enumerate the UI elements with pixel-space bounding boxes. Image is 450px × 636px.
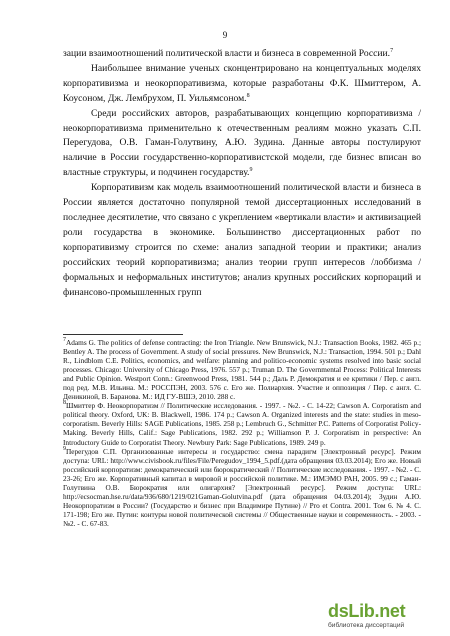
dslib-logo[interactable]: dsLib.net — [328, 601, 406, 621]
footnote-number: 7 — [63, 337, 66, 343]
footnote-8 — [63, 401, 421, 446]
footnote-text: Шмиттер Ф. Неокорпоратизм // Политические исследования. - 1997. - №2. - С. 14-22; Cawson A. Corporatism and political theory. Oxford, UK: B. Blackwell, 1986. 174 p.; Cawson A. Organized interests and the state: studies in meso-corporatism. Beverly Hills: SAGE Publications, 1985. 258 p.; Lembruch G., Schmitter P.C. Patterns of Corporatist Policy-Making. Beverly Hills, Calif.: Sage Publications, 1982. 292 p.; Williamson P. J. Corporatism in perspective: An Introductory Guide to Corporatist Theory. Newbury Park: Sage Publications, 1989. 249 p. — [63, 401, 421, 447]
footnote-7 — [63, 338, 421, 401]
paragraph-4 — [63, 181, 421, 300]
main-text — [63, 47, 421, 300]
dslib-subtitle: библиотека диссертаций — [328, 622, 405, 629]
paragraph-2 — [63, 62, 421, 107]
footnote-ref: 7 — [390, 48, 394, 54]
footnote-ref: 8 — [246, 92, 250, 99]
footnote-text: Adams G. The politics of defense contracting: the Iron Triangle. New Brunswick, N.J.: Transaction Books, 1982. 465 p.; Bentley A. The process of Government. A study of social pressures. New Brunswick, N.J.: Transaction, 1994. 501 p.; Dahl R., Lindblom C.E. Politics, economics, and welfare: planning and politico-economic systems resolved into basic social processes. Chicago: University of Chicago Press, 1976. 557 p.; Truman D. The Governmental Process: Political Interests and Public Opinion. Westport Conn.: Greenwood Press, 1981. 544 p.; Даль Р. Демократия и ее критики / Пер. с англ. под ред. М.В. Ильина. М.: РОССПЭН, 2003. 576 с. Его же. Полиархия. Участие и оппозиция / Пер. с англ. С. Деникиной, В. Баранова. М.: ИД ГУ-ВШЭ, 2010. 288 с. — [63, 338, 421, 402]
footnote-separator — [63, 334, 183, 335]
paragraph-3 — [63, 107, 421, 182]
footnote-ref: 9 — [249, 167, 253, 174]
dslib-watermark[interactable] — [328, 601, 440, 631]
paragraph-text: зации взаимоотношений политической власти и бизнеса в современной России. — [63, 48, 391, 59]
footnote-number: 9 — [63, 445, 66, 452]
footnotes — [63, 338, 421, 528]
paragraph-text: Среди российских авторов, разрабатывающих концепцию корпоративизма / неокорпоративизма применительно к отечественным реалиям можно указать С.П. Перегудова, О.В. Гаман-Голутвину, А.Ю. Зудина. Данные авторы постулируют наличие в России государственно-корпоративистской модели, где бизнес вписан во властные структуры, и подчинен государству. — [63, 107, 421, 179]
paragraph-text: Корпоративизм как модель взаимоотношений политической власти и бизнеса в России является достаточно популярной темой диссертационных исследований в последнее десятилетие, что связано с укреплением «вертикали власти» и активизацией роли государства в экономике. Большинство диссертационных работ по корпоративизму строится по схеме: анализ западной теории и практики; анализ российских теорий корпоративизма; анализ теории групп интересов /лоббизма / формальных и неформальных институтов; анализ крупных российских корпораций и финансово-промышленных групп — [63, 182, 421, 298]
footnote-number: 8 — [63, 400, 66, 407]
page-number: 9 — [222, 30, 228, 40]
footnote-9 — [63, 447, 421, 528]
footnote-text: Перегудов С.П. Организованные интересы и государство: смена парадигм [Электронный ресурс]. Режим доступа: URL: http://www.civisbook.ru/files/File/Peregudov_1994_5.pdf.(дата обращения 03.03.2014); Его же. Новый российский корпоратизм: демократический или бюрократический // Политические исследования. - 1997. - №2. - С. 23-26; Его же. Корпоративный капитал в мировой и российской политике. М.: ИМЭМО РАН, 2005. 99 с.; Гаман-Голутвина О.В. Бюрократия или олигархия? [Электронный ресурс]. Режим доступа: URL: http://ecsocman.hse.ru/data/936/680/1219/021Gaman-Golutvina.pdf (дата обращения 04.03.2014); Зудин А.Ю. Неокорпоратизм в России? (Государство и бизнес при Владимире Путине) // Pro et Contra. 2001. Том 6. № 4. С. 171-198; Его же. Путин: контуры новой политической системы // Общественные науки и современность. - 2003. - №2. - С. 67-83. — [63, 446, 421, 528]
paragraph-text: Наибольшее внимание ученых сконцентрировано на концептуальных моделях корпоративизма и неокорпоративизма, которые разработаны Ф.К. Шмиттером, А. Коусоном, Дж. Лембрухом, П. Уильямсоном. — [63, 62, 421, 104]
paragraph-1 — [63, 47, 421, 62]
